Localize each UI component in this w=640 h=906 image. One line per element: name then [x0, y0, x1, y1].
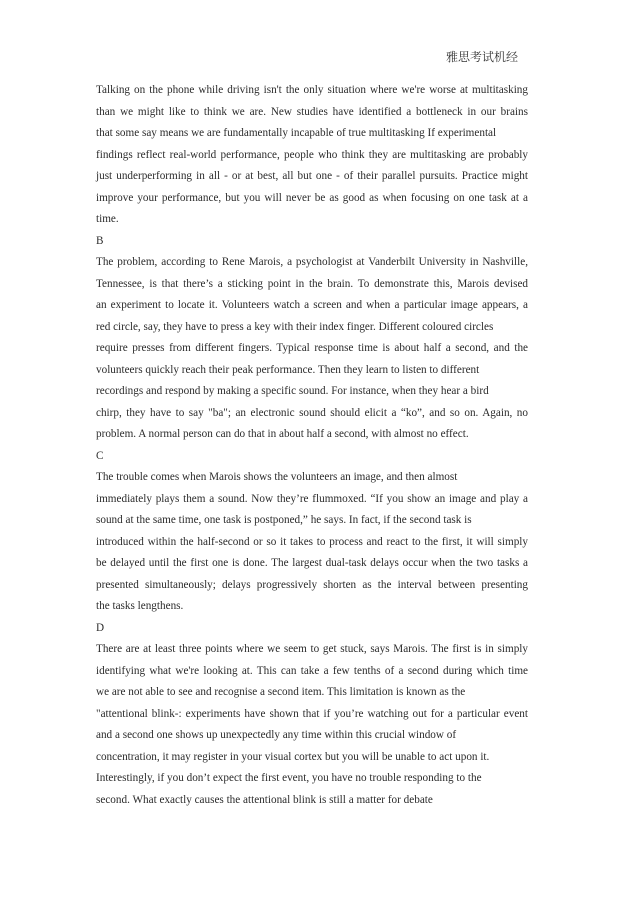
text-line: immediately plays them a sound. Now they’re flummoxed. “If you show an image and play a	[96, 492, 528, 505]
text-line: Talking on the phone while driving isn't the only situation where we're worse at multitasking	[96, 84, 528, 96]
text-line: that some say means we are fundamentally incapable of true multitasking If experimental	[96, 127, 497, 139]
text-line: Tennessee, is that there’s a sticking point in the brain. To demonstrate this, Marois devised	[96, 277, 528, 290]
text-line: volunteers quickly reach their peak performance. Then they learn to listen to different	[96, 363, 480, 376]
text-line: we are not able to see and recognise a second item. This limitation is known as the	[96, 686, 466, 698]
text-line: problem. A normal person can do that in about half a second, with almost no effect.	[96, 428, 469, 440]
text-line: recordings and respond by making a specific sound. For instance, when they hear a bird	[96, 385, 489, 397]
text-line: just underperforming in all - or at best, all but one - of their parallel pursuits. Practice might	[96, 170, 528, 182]
text-line: The trouble comes when Marois shows the volunteers an image, and then almost	[96, 471, 458, 483]
text-line: time.	[96, 213, 119, 225]
text-line: introduced within the half-second or so it takes to process and react to the first, it will simply	[96, 535, 528, 548]
text-line: improve your performance, but you will never be as good as when focusing on one task at a	[96, 191, 528, 204]
text-line: chirp, they have to say "ba"; an electronic sound should elicit a “ko”, and so on. Again, no	[96, 406, 528, 419]
document-body	[96, 80, 528, 811]
text-line: and a second one shows up unexpectedly any time within this crucial window of	[96, 729, 457, 741]
text-line: the tasks lengthens.	[96, 600, 184, 612]
text-line: an experiment to locate it. Volunteers watch a screen and when a particular image appears, a	[96, 299, 528, 311]
text-line: sound at the same time, one task is postponed,” he says. In fact, if the second task is	[96, 514, 472, 526]
text-line: require presses from different fingers. Typical response time is about half a second, and the	[96, 342, 528, 354]
section-label: D	[96, 621, 105, 634]
section-label: B	[96, 234, 104, 247]
text-line: second. What exactly causes the attentional blink is still a matter for debate	[96, 793, 433, 806]
page-header-title: 雅思考试机经	[445, 50, 518, 64]
text-line: than we might like to think we are. New studies have identified a bottleneck in our brains	[96, 105, 528, 118]
text-line: The problem, according to Rene Marois, a psychologist at Vanderbilt University in Nashville,	[96, 256, 528, 268]
text-line: Interestingly, if you don’t expect the first event, you have no trouble responding to the	[96, 772, 482, 784]
section-label: C	[96, 449, 104, 462]
text-line: presented simultaneously; delays progressively shorten as the interval between presenting	[96, 578, 528, 591]
text-line: There are at least three points where we seem to get stuck, says Marois. The first is in simply	[96, 643, 528, 655]
text-line: "attentional blink-: experiments have shown that if you’re watching out for a particular event	[96, 707, 528, 720]
text-line: identifying what we're looking at. This can take a few tenths of a second during which time	[96, 664, 528, 677]
text-line: concentration, it may register in your visual cortex but you will be unable to act upon it.	[96, 750, 490, 763]
text-line: findings reflect real-world performance, people who think they are multitasking are probably	[96, 148, 528, 161]
text-line: be delayed until the first one is done. The largest dual-task delays occur when the two tasks a	[96, 557, 528, 569]
text-line: red circle, say, they have to press a key with their index finger. Different coloured circles	[96, 320, 494, 333]
